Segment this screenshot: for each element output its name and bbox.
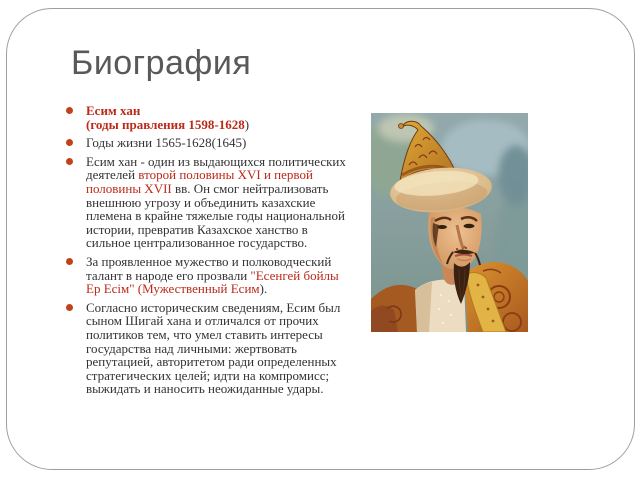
text-segment: Есим хан (86, 103, 141, 118)
bullet-text (86, 254, 339, 296)
bullet-dot-icon (66, 258, 73, 265)
bullet-text (86, 103, 249, 132)
bullet-dot-icon (66, 107, 73, 114)
text-segment: ). (259, 281, 268, 297)
bullet-dot-icon (66, 158, 73, 165)
bullet-dot-icon (66, 304, 73, 311)
khan-portrait-illustration (371, 113, 528, 332)
text-segment: второй половины XVI и первой половины XVII (86, 167, 313, 196)
list-item (65, 155, 352, 250)
list-item (65, 104, 352, 131)
list-item (65, 301, 352, 396)
slide-title: Биография (71, 44, 252, 82)
text-segment: (годы правления 1598-1628 (86, 116, 245, 132)
bullet-list (65, 104, 352, 401)
text-segment: Годы жизни 1565-1628(1645) (86, 135, 247, 151)
portrait-image (371, 113, 528, 332)
bullet-text (86, 135, 246, 150)
bullet-text (86, 154, 346, 251)
text-segment: вв. Он смог нейтрализовать внешнюю угрозу и объединить казахские племена в крайне тяжелые годы национальной истории, превратив Казахское ханство в сильное централизованное государство. (86, 180, 345, 251)
text-segment: "Есенгей бойлы Ер Есім" (Мужественный Есим (86, 267, 339, 297)
bullet-dot-icon (66, 139, 73, 146)
text-segment: За проявленное мужество и полководческий талант в народе его прозвали (86, 253, 332, 283)
bullet-text (86, 300, 340, 397)
text-segment: Согласно историческим сведениям, Есим был сыном Шигай хана и отличался от прочих политиков тем, что умел ставить интересы государства над личными: жертвовать репутацией, авторитетом ради определенных стратегических целей; идти на компромисс; выжидать и наносить неожиданные удары. (86, 299, 341, 397)
list-item (65, 136, 352, 150)
list-item (65, 255, 352, 296)
text-segment: Есим хан - один из выдающихся политических деятелей (86, 153, 346, 183)
text-segment: ) (244, 116, 250, 132)
